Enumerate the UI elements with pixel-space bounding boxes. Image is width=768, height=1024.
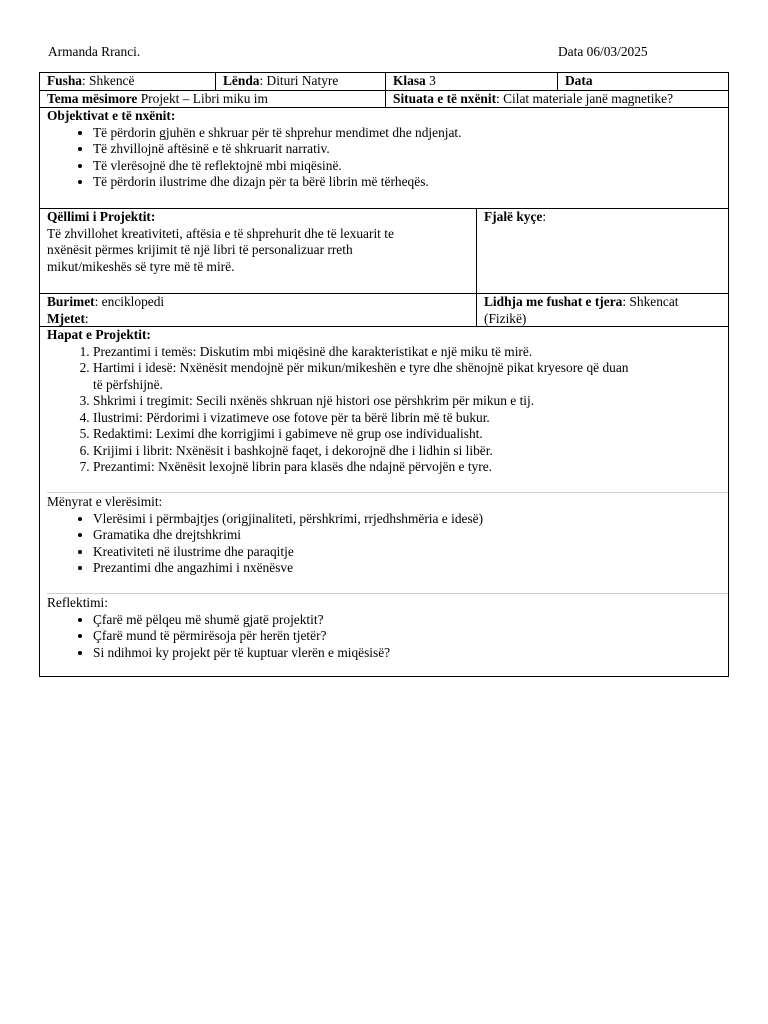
qellimi-title: Qëllimi i Projektit: — [47, 209, 156, 224]
lidhja-label: Lidhja me fushat e tjera — [484, 294, 623, 309]
list-item: 2. Hartimi i idesë: Nxënësit mendojnë për mikun/mikeshën e tyre dhe shënojnë pikat kryesore që duan të përfshijnë. — [93, 360, 716, 393]
list-item: • Gramatika dhe drejtshkrimi — [93, 527, 716, 544]
objektivat-list — [47, 125, 716, 191]
list-item: • Si ndihmoi ky projekt për të kuptuar vlerën e miqësisë? — [93, 645, 716, 662]
burimet-label: Burimet — [47, 294, 95, 309]
klasa-value: 3 — [425, 73, 436, 88]
situata-cell — [385, 91, 728, 107]
klasa-label: Klasa — [393, 73, 426, 88]
burimet-value: : enciklopedi — [94, 294, 165, 309]
list-item: 7. Prezantimi: Nxënësit lexojnë librin para klasës dhe ndajnë përvojën e tyre. — [93, 459, 716, 476]
list-item: • Të përdorin ilustrime dhe dizajn për ta bërë librin më tërheqës. — [93, 174, 716, 191]
lesson-plan-table — [39, 72, 729, 677]
fusha-cell — [40, 73, 215, 90]
objektivat-section — [40, 107, 728, 208]
tema-row — [40, 90, 728, 107]
menyrat-title: Mënyrat e vlerësimit: — [47, 494, 163, 509]
fjale-kyce-value: : — [542, 209, 547, 224]
list-item: 6. Krijimi i librit: Nxënësit i bashkojnë faqet, i dekorojnë dhe i lidhin si libër. — [93, 443, 716, 460]
list-item: • Kreativiteti në ilustrime dhe paraqitje — [93, 544, 716, 561]
reflektimi-title: Reflektimi: — [47, 595, 108, 610]
mjetet-value: : — [84, 310, 89, 326]
hapat-section — [40, 326, 728, 676]
data-label: Data — [565, 73, 593, 88]
info-row — [40, 73, 728, 90]
list-item: • Vlerësimi i përmbajtjes (origjinaliteti, përshkrimi, rrjedhshmëria e idesë) — [93, 511, 716, 528]
tema-value: Projekt – Libri miku im — [137, 91, 268, 106]
fjale-kyce-label: Fjalë kyçe — [484, 209, 543, 224]
divider — [47, 593, 728, 594]
klasa-cell — [385, 73, 557, 90]
qellimi-line: nxënësit përmes krijimit të një libri të personalizuar rreth — [47, 242, 353, 257]
lidhja-cell — [476, 294, 728, 326]
list-item: • Të zhvillojnë aftësinë e të shkruarit narrativ. — [93, 141, 716, 158]
lenda-label: Lënda — [223, 73, 260, 88]
list-item-cont: të përfshijnë. — [93, 376, 163, 392]
situata-value: : Cilat materiale janë magnetike? — [496, 91, 674, 106]
data-cell — [557, 73, 728, 90]
qellimi-row — [40, 208, 728, 293]
burimet-row — [40, 293, 728, 326]
lenda-value: : Dituri Natyre — [259, 73, 339, 88]
objektivat-title: Objektivat e të nxënit: — [47, 108, 176, 123]
lidhja-value: : Shkencat — [622, 294, 679, 309]
fjale-kyce-cell — [476, 209, 728, 293]
author-name: Armanda Rranci. — [48, 44, 141, 59]
list-item: • Të përdorin gjuhën e shkruar për të shprehur mendimet dhe ndjenjat. — [93, 125, 716, 142]
list-item: • Çfarë më pëlqeu më shumë gjatë projektit? — [93, 612, 716, 629]
qellimi-cell — [40, 209, 476, 293]
list-item: 5. Redaktimi: Leximi dhe korrigjimi i gabimeve në grup ose individualisht. — [93, 426, 716, 443]
list-item: 4. Ilustrimi: Përdorimi i vizatimeve ose fotove për ta bërë librin më të bukur. — [93, 410, 716, 427]
list-item: • Të vlerësojnë dhe të reflektojnë mbi miqësinë. — [93, 158, 716, 175]
hapat-list — [47, 344, 716, 476]
list-item: 3. Shkrimi i tregimit: Secili nxënës shkruan një histori ose përshkrim për mikun e tij. — [93, 393, 716, 410]
hapat-title: Hapat e Projektit: — [47, 327, 151, 342]
document-date: Data 06/03/2025 — [558, 44, 648, 59]
qellimi-line: Të zhvillohet kreativiteti, aftësia e të shprehurit dhe të lexuarit te — [47, 225, 394, 241]
tema-label: Tema mësimore — [47, 91, 138, 106]
mjetet-label: Mjetet — [47, 310, 85, 326]
list-item: 1. Prezantimi i temës: Diskutim mbi miqësinë dhe karakteristikat e një miku të mirë. — [93, 344, 716, 361]
fusha-label: Fusha — [47, 73, 82, 88]
list-item: • Çfarë mund të përmirësoja për herën tjetër? — [93, 628, 716, 645]
menyrat-list — [47, 511, 716, 577]
situata-label: Situata e të nxënit — [393, 91, 497, 106]
reflektimi-list — [47, 612, 716, 662]
lidhja-value-cont: (Fizikë) — [484, 310, 527, 326]
burimet-cell — [40, 294, 476, 326]
list-item: • Prezantimi dhe angazhimi i nxënësve — [93, 560, 716, 577]
fusha-value: : Shkencë — [81, 73, 135, 88]
qellimi-line: mikut/mikeshës së tyre më të mirë. — [47, 258, 235, 274]
lenda-cell — [215, 73, 385, 90]
tema-cell — [40, 91, 385, 107]
divider — [47, 492, 728, 493]
